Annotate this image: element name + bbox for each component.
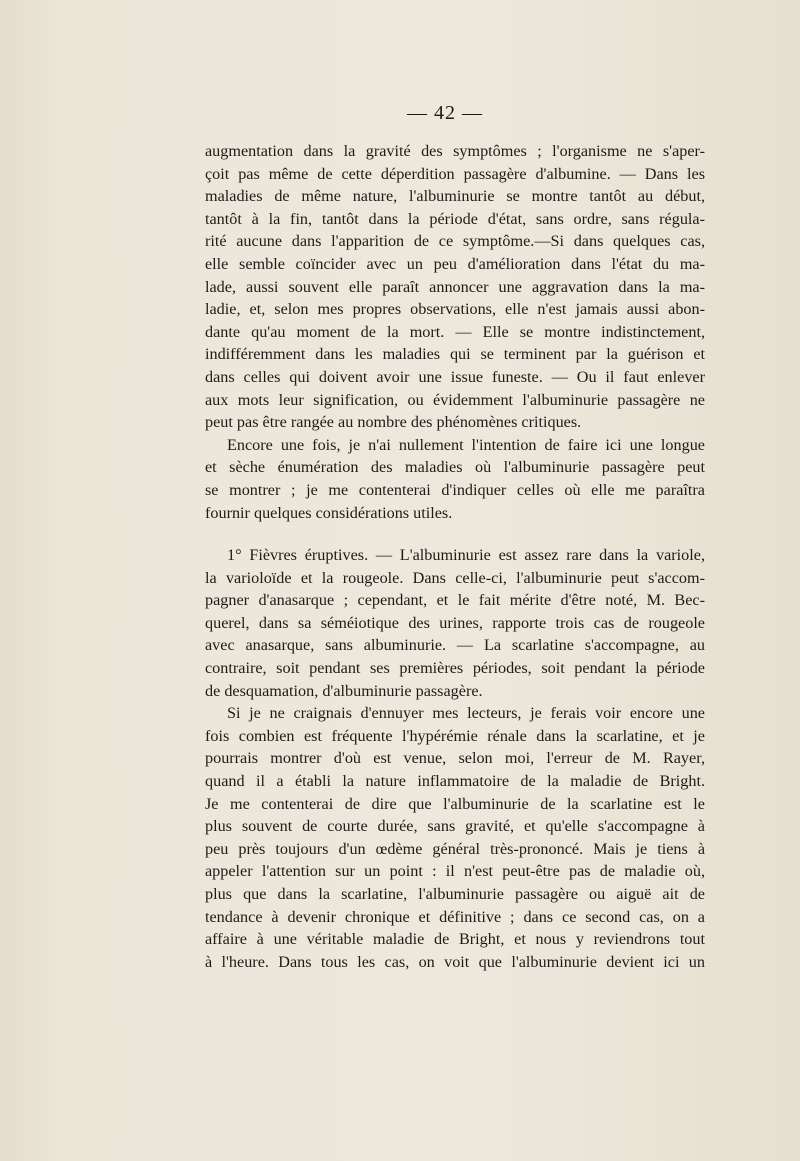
- text-line: lade, aussi souvent elle paraît annoncer une aggravation dans la ma-: [205, 277, 705, 296]
- text-line: augmentation dans la gravité des symptômes ; l'organisme ne s'aper-: [205, 142, 705, 160]
- text-line: et sèche énumération des maladies où l'albuminurie passagère peut: [205, 458, 705, 477]
- text-line: maladies de même nature, l'albuminurie se montre tantôt au début,: [205, 187, 705, 206]
- text-line: affaire à une véritable maladie de Bright, et nous y reviendrons tout: [205, 930, 705, 949]
- text-line: à l'heure. Dans tous les cas, on voit que l'albuminurie devient ici un: [205, 952, 705, 971]
- text-line: fournir quelques considérations utiles.: [205, 503, 453, 522]
- text-line: 1° Fièvres éruptives. — L'albuminurie est assez rare dans la variole,: [227, 546, 705, 565]
- text-line: pourrais montrer d'où est venue, selon moi, l'erreur de M. Rayer,: [205, 749, 705, 768]
- text-line: fois combien est fréquente l'hypérémie rénale dans la scarlatine, et je: [205, 726, 705, 745]
- text-line: de desquamation, d'albuminurie passagère.: [205, 681, 483, 700]
- body-text: [205, 140, 705, 973]
- text-line: quand il a établi la nature inflammatoire de la maladie de Bright.: [205, 772, 705, 791]
- text-line: peut pas être rangée au nombre des phénomènes critiques.: [205, 413, 582, 432]
- text-line: tendance à devenir chronique et définitive ; dans ce second cas, on a: [205, 907, 705, 926]
- text-line: querel, dans sa séméiotique des urines, rapporte trois cas de rougeole: [205, 613, 705, 632]
- text-line: çoit pas même de cette déperdition passagère d'albumine. — Dans les: [205, 164, 705, 183]
- text-line: dante qu'au moment de la mort. — Elle se montre indistinctement,: [205, 322, 705, 341]
- text-line: plus souvent de courte durée, sans gravité, et qu'elle s'accompagne à: [205, 817, 705, 836]
- paragraph-3: [205, 544, 705, 702]
- text-line: contraire, soit pendant ses premières périodes, soit pendant la période: [205, 659, 705, 678]
- text-line: peu près toujours d'un œdème général très-prononcé. Mais je tiens à: [205, 839, 705, 858]
- text-line: elle semble coïncider avec un peu d'amélioration dans l'état du ma-: [205, 254, 705, 273]
- text-line: plus que dans la scarlatine, l'albuminurie passagère ou aiguë ait de: [205, 885, 705, 903]
- text-line: Je me contenterai de dire que l'albuminurie de la scarlatine est le: [205, 794, 705, 813]
- page-number: — 42 —: [407, 102, 483, 124]
- text-line: appeler l'attention sur un point : il n'est peut-être pas de maladie où,: [205, 862, 705, 881]
- text-line: aux mots leur signification, ou évidemment l'albuminurie passagère ne: [205, 390, 705, 409]
- paragraph-2: [205, 434, 705, 524]
- text-line: se montrer ; je me contenterai d'indiquer celles où elle me paraîtra: [205, 480, 705, 499]
- text-line: rité aucune dans l'apparition de ce symptôme.—Si dans quelques cas,: [205, 232, 705, 251]
- text-line: ladie, et, selon mes propres observations, elle n'est jamais aussi abon-: [205, 300, 705, 319]
- paragraph-4: [205, 702, 705, 973]
- text-line: indifféremment dans les maladies qui se terminent par la guérison et: [205, 345, 705, 364]
- text-line: pagner d'anasarque ; cependant, et le fait mérite d'être noté, M. Bec-: [205, 591, 705, 610]
- text-line: tantôt à la fin, tantôt dans la période d'état, sans ordre, sans régula-: [205, 209, 705, 228]
- text-line: dans celles qui doivent avoir une issue funeste. — Ou il faut enlever: [205, 367, 705, 386]
- paragraph-1: [205, 140, 705, 434]
- text-line: la varioloïde et la rougeole. Dans celle-ci, l'albuminurie peut s'accom-: [205, 568, 705, 587]
- text-line: Encore une fois, je n'ai nullement l'intention de faire ici une longue: [227, 435, 705, 454]
- text-line: avec anasarque, sans albuminurie. — La scarlatine s'accompagne, au: [205, 636, 705, 655]
- text-line: Si je ne craignais d'ennuyer mes lecteurs, je ferais voir encore une: [227, 704, 705, 723]
- section-gap: [205, 524, 705, 544]
